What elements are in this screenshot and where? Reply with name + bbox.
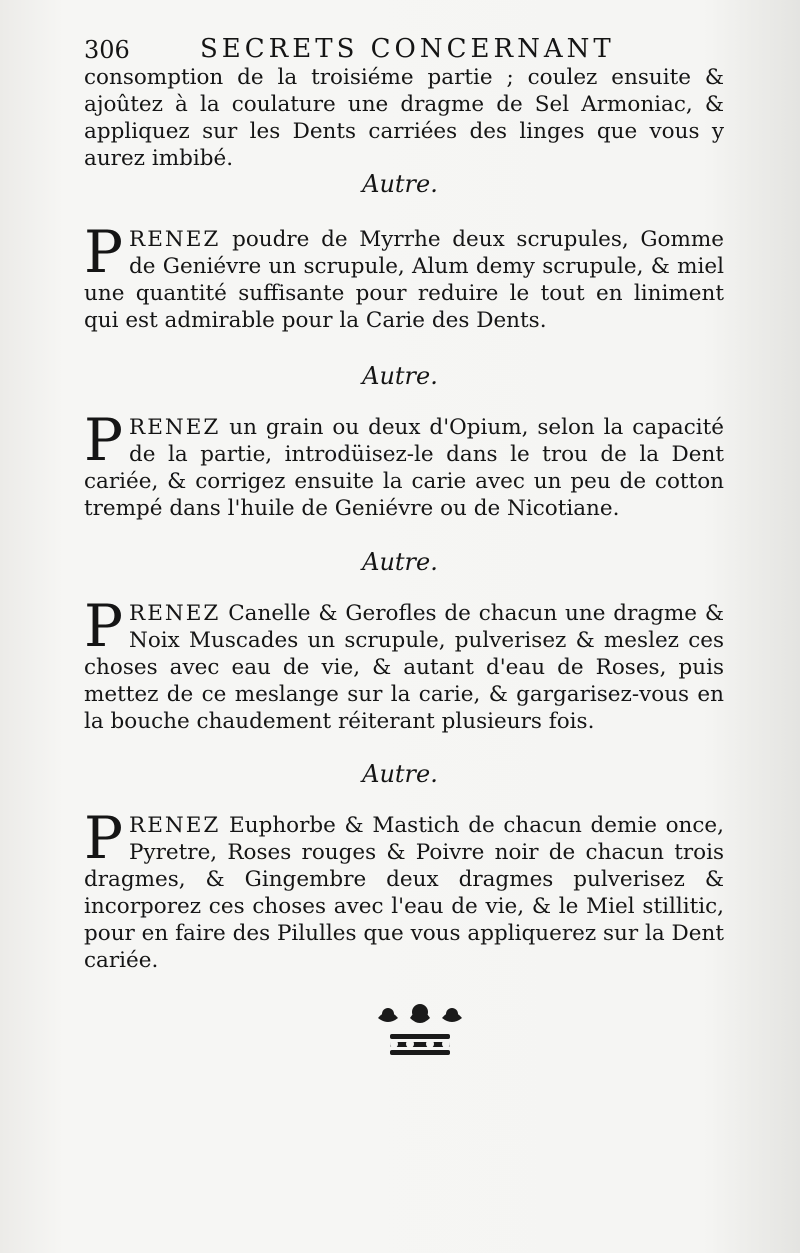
- recipe-lead-word: RENEZ: [129, 601, 221, 626]
- recipe-lead-word: RENEZ: [129, 227, 221, 252]
- recipe-heading: Autre.: [362, 760, 438, 788]
- recipe-text: Canelle & Gerofles de chacun une dragme & Noix Muscades un scrupule, pulverisez & meslez ces choses avec eau de vie, & autant d'eau de Roses, puis mettez de ce meslange sur la carie, & gargarisez-vous en la bouche chaudement réiterant plusieurs fois.: [84, 601, 724, 734]
- recipe-paragraph: [84, 406, 724, 522]
- running-title: SECRETS CONCERNANT: [200, 34, 615, 64]
- recipe-text: Euphorbe & Mastich de chacun demie once, Pyretre, Roses rouges & Poivre noir de chacun trois dragmes, & Gingembre deux dragmes pulverisez & incorporez ces choses avec l'eau de vie, & le Miel stillitic, pour en faire des Pilulles que vous appliquerez sur la Dent cariée.: [84, 813, 724, 973]
- drop-cap: P: [84, 406, 124, 474]
- drop-cap: P: [84, 804, 124, 872]
- recipe-text: un grain ou deux d'Opium, selon la capacité de la partie, introdüisez-le dans le trou de la Dent cariée, & corrigez ensuite la carie avec un peu de cotton trempé dans l'huile de Geniévre ou de Nicotiane.: [84, 415, 724, 521]
- recipe-paragraph: [84, 804, 724, 974]
- drop-cap: P: [84, 592, 124, 660]
- fleuron-ornament-icon: [370, 1000, 470, 1060]
- recipe-paragraph: [84, 592, 724, 735]
- recipe-heading: Autre.: [362, 362, 438, 390]
- recipe-heading: Autre.: [362, 170, 438, 198]
- recipe-heading: Autre.: [362, 548, 438, 576]
- page-number: 306: [84, 36, 130, 64]
- intro-paragraph: consomption de la troisiéme partie ; coulez ensuite & ajoûtez à la coulature une dragme de Sel Armoniac, & appliquez sur les Dents carriées des linges que vous y aurez imbibé.: [84, 65, 724, 171]
- recipe-paragraph: [84, 218, 724, 334]
- recipe-lead-word: RENEZ: [129, 415, 221, 440]
- page-header: [84, 34, 724, 68]
- recipe-text: poudre de Myrrhe deux scrupules, Gomme de Geniévre un scrupule, Alum demy scrupule, & miel une quantité suffisante pour reduire le tout en liniment qui est admirable pour la Carie des Dents.: [84, 227, 724, 333]
- recipe-lead-word: RENEZ: [129, 813, 221, 838]
- drop-cap: P: [84, 218, 124, 286]
